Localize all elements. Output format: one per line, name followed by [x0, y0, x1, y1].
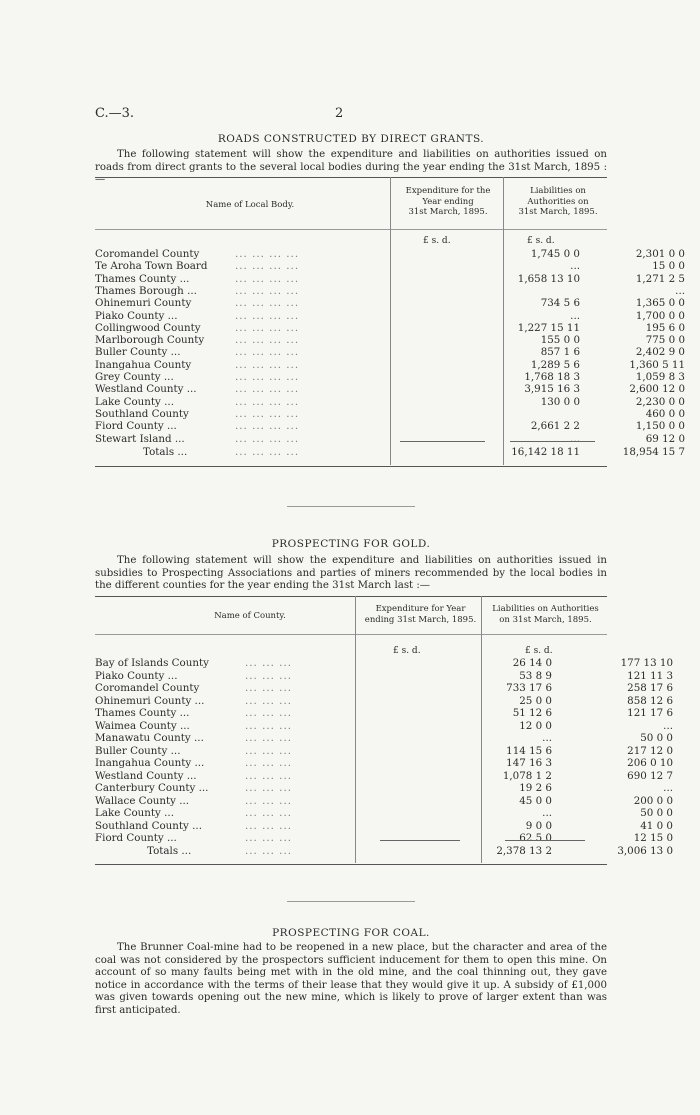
- row-name: Waimea County ...: [95, 719, 190, 732]
- table-row: Piako County ... ... ... ... ... ... 1,700 0 0: [95, 309, 685, 322]
- row-liabilities: ...: [675, 284, 685, 297]
- row-expenditure: 3,915 16 3: [524, 383, 580, 396]
- coal-body: [95, 942, 607, 1017]
- row-name: Thames Borough ...: [95, 284, 197, 297]
- table-row: Westland County ... ... ... ... 1,078 1 2 690 12 7: [95, 769, 673, 782]
- roads-totals-row: Totals ... ... ... ... ... 16,142 18 11 18,954 15 7: [143, 446, 685, 458]
- row-name: Inangahua County ...: [95, 757, 205, 769]
- row-liabilities: 12 15 0: [633, 832, 673, 844]
- row-name: Stewart Island ...: [95, 432, 185, 445]
- roads-total-liab: 18,954 15 7: [622, 446, 685, 458]
- row-name: Ohinemuri County ...: [95, 694, 205, 707]
- coal-title: PROSPECTING FOR COAL.: [272, 927, 430, 939]
- row-expenditure: 45 0 0: [519, 794, 552, 807]
- gold-col-name: Name of County.: [214, 611, 286, 621]
- row-liabilities: 258 17 6: [627, 682, 673, 694]
- section-divider-2: [287, 901, 415, 902]
- row-expenditure: 26 14 0: [512, 657, 552, 669]
- table-row: Southland County ... ... ... ... 460 0 0: [95, 407, 685, 420]
- roads-col-name: Name of Local Body.: [205, 200, 295, 210]
- table-row: Thames County ... ... ... ... 51 12 6 121 17 6: [95, 707, 673, 719]
- row-liabilities: 1,700 0 0: [635, 309, 685, 322]
- gold-head-rule: [95, 634, 607, 635]
- table-row: Lake County ... ... ... ... ... 130 0 0 2,230 0 0: [95, 395, 685, 408]
- row-liabilities: 1,271 2 5: [635, 272, 685, 285]
- row-liabilities: 195 6 0: [645, 321, 685, 334]
- row-expenditure: 857 1 6: [540, 346, 580, 359]
- row-expenditure: 147 16 3: [506, 757, 552, 769]
- roads-totals-label: Totals ...: [143, 446, 188, 458]
- row-name: Southland County: [95, 407, 189, 420]
- row-expenditure: ...: [570, 309, 580, 322]
- gold-col-liabilities: Liabilities on Authorities on 31st March, 1895.: [492, 604, 599, 625]
- gold-table-bottom-rule: [95, 864, 607, 865]
- gold-intro-text: The following statement will show the expenditure and liabilities on authorities issued in subsidies to Prospecting Associations and parties of miners recommended by the local bodies in the different counties for the year ending the 31st March last :—: [95, 555, 607, 591]
- gold-totals-row: Totals ... ... ... ... 2,378 13 2 3,006 13 0: [147, 845, 673, 857]
- row-name: Thames County ...: [95, 272, 190, 285]
- row-liabilities: ...: [663, 782, 673, 794]
- coal-body-text: The Brunner Coal-mine had to be reopened in a new place, but the character and area of the coal was not considered by the prospectors sufficient inducement for them to open this mine. On account of so many faults being met with in the old mine, and the coal thinning out, they gave notice in accordance with the terms of their lease that they would give it up. A subsidy of £1,000 was given towards opening out the new mine, which is likely to prove of larger extent than was first anticipated.: [95, 942, 607, 1016]
- table-row: Marlborough County ... ... ... ... 155 0 0 775 0 0: [95, 334, 685, 347]
- row-name: Collingwood County: [95, 321, 201, 334]
- row-expenditure: ...: [542, 732, 552, 744]
- row-liabilities: 1,150 0 0: [635, 420, 685, 433]
- row-expenditure: 155 0 0: [540, 334, 580, 347]
- table-row: Inangahua County ... ... ... ... 1,289 5 6 1,360 5 11: [95, 358, 685, 371]
- table-row: Lake County ... ... ... ... ... 50 0 0: [95, 807, 673, 819]
- row-name: Thames County ...: [95, 707, 190, 719]
- table-row: Wallace County ... ... ... ... 45 0 0 200 0 0: [95, 794, 673, 807]
- row-name: Inangahua County: [95, 358, 192, 371]
- table-row: Ohinemuri County ... ... ... ... 25 0 0 858 12 6: [95, 694, 673, 707]
- page-header: [95, 106, 607, 124]
- roads-exp-sum-rule: [400, 441, 485, 442]
- row-name: Lake County ...: [95, 395, 174, 408]
- table-row: Canterbury County ... ... ... ... 19 2 6 ...: [95, 782, 673, 794]
- row-expenditure: ...: [570, 260, 580, 273]
- roads-liab-sum-rule: [510, 441, 595, 442]
- roads-intro-text: The following statement will show the expenditure and liabilities on authorities issued on roads from direct grants to the several local bodies during the year ending the 31st March, 1895 :—: [95, 149, 607, 185]
- row-name: Fiord County ...: [95, 832, 177, 844]
- table-row: Piako County ... ... ... ... 53 8 9 121 11 3: [95, 669, 673, 682]
- row-liabilities: 2,402 9 0: [635, 346, 685, 359]
- row-name: Grey County ...: [95, 371, 174, 383]
- row-name: Piako County ...: [95, 309, 178, 322]
- roads-total-exp: 16,142 18 11: [511, 446, 580, 458]
- gold-table-top-rule: [95, 596, 607, 597]
- row-expenditure: 19 2 6: [519, 782, 552, 794]
- gold-col-expenditure: Expenditure for Year ending 31st March, 1895.: [364, 604, 477, 625]
- row-name: Manawatu County ...: [95, 732, 204, 744]
- roads-liab-units: £ s. d.: [527, 236, 555, 246]
- row-name: Buller County ...: [95, 744, 181, 757]
- table-row: Southland County ... ... ... ... 9 0 0 41 0 0: [95, 819, 673, 832]
- gold-intro: [95, 555, 607, 593]
- row-liabilities: 200 0 0: [633, 794, 673, 807]
- row-name: Wallace County ...: [95, 794, 190, 807]
- document-code: C.—3.: [95, 106, 135, 121]
- row-name: Ohinemuri County: [95, 297, 192, 310]
- row-liabilities: 15 0 0: [652, 260, 685, 273]
- row-name: Marlborough County: [95, 334, 205, 347]
- row-name: Lake County ...: [95, 807, 174, 819]
- row-expenditure: 62 5 0: [519, 832, 552, 844]
- table-row: Stewart Island ... ... ... ... ... ... 69 12 0: [95, 432, 685, 445]
- row-name: Bay of Islands County: [95, 657, 209, 669]
- table-row: Ohinemuri County ... ... ... ... 734 5 6 1,365 0 0: [95, 297, 685, 310]
- page-number: 2: [335, 106, 344, 121]
- row-liabilities: 460 0 0: [645, 407, 685, 420]
- row-liabilities: 69 12 0: [645, 432, 685, 445]
- row-name: Westland County ...: [95, 383, 197, 396]
- roads-intro: [95, 149, 607, 187]
- table-row: Coromandel County ... ... ... 733 17 6 258 17 6: [95, 682, 673, 694]
- gold-total-liab: 3,006 13 0: [617, 845, 673, 857]
- row-liabilities: 121 11 3: [627, 669, 673, 682]
- table-row: Grey County ... ... ... ... ... 1,768 18 3 1,059 8 3: [95, 371, 685, 383]
- roads-table-top-rule: [95, 177, 607, 178]
- row-name: Westland County ...: [95, 769, 197, 782]
- row-liabilities: 206 0 10: [627, 757, 673, 769]
- row-expenditure: 51 12 6: [512, 707, 552, 719]
- row-liabilities: 2,230 0 0: [635, 395, 685, 408]
- row-name: Canterbury County ...: [95, 782, 209, 794]
- row-liabilities: 50 0 0: [640, 732, 673, 744]
- row-expenditure: 1,227 15 11: [517, 321, 580, 334]
- row-liabilities: 1,360 5 11: [629, 358, 685, 371]
- row-liabilities: 1,365 0 0: [635, 297, 685, 310]
- row-name: Coromandel County: [95, 682, 200, 694]
- row-expenditure: 9 0 0: [525, 819, 552, 832]
- row-liabilities: 2,301 0 0: [635, 248, 685, 260]
- table-row: Buller County ... ... ... ... 114 15 6 217 12 0: [95, 744, 673, 757]
- row-liabilities: 217 12 0: [627, 744, 673, 757]
- row-liabilities: 41 0 0: [640, 819, 673, 832]
- table-row: Thames County ... ... ... ... ... 1,658 13 10 1,271 2 5: [95, 272, 685, 285]
- row-liabilities: 775 0 0: [645, 334, 685, 347]
- row-name: Fiord County ...: [95, 420, 177, 433]
- row-expenditure: 53 8 9: [519, 669, 552, 682]
- row-liabilities: ...: [663, 719, 673, 732]
- table-row: Collingwood County ... ... ... ... 1,227 15 11 195 6 0: [95, 321, 685, 334]
- section-divider-1: [287, 506, 415, 507]
- row-name: Southland County ...: [95, 819, 202, 832]
- row-expenditure: ...: [570, 432, 580, 445]
- table-row: Coromandel County ... ... ... ... 1,745 0 0 2,301 0 0: [95, 248, 685, 260]
- row-expenditure: 1,658 13 10: [517, 272, 580, 285]
- row-liabilities: 50 0 0: [640, 807, 673, 819]
- row-expenditure: 1,745 0 0: [530, 248, 580, 260]
- roads-col-expenditure: Expenditure for the Year ending 31st March, 1895.: [405, 186, 491, 217]
- row-name: Coromandel County: [95, 248, 200, 260]
- gold-exp-units: £ s. d.: [393, 646, 421, 656]
- roads-table-bottom-rule: [95, 466, 607, 467]
- roads-col-liabilities: Liabilities on Authorities on 31st March, 1895.: [518, 186, 598, 217]
- row-expenditure: 2,661 2 2: [530, 420, 580, 433]
- table-row: Buller County ... ... ... ... ... 857 1 6 2,402 9 0: [95, 346, 685, 359]
- gold-total-exp: 2,378 13 2: [496, 845, 552, 857]
- table-row: Fiord County ... ... ... ... 62 5 0 12 15 0: [95, 832, 673, 844]
- table-row: Westland County ... ... ... ... ... 3,915 16 3 2,600 12 0: [95, 383, 685, 396]
- row-expenditure: 130 0 0: [540, 395, 580, 408]
- table-row: Manawatu County ... ... ... ... ... 50 0 0: [95, 732, 673, 744]
- row-liabilities: 690 12 7: [627, 769, 673, 782]
- row-expenditure: 734 5 6: [540, 297, 580, 310]
- row-name: Buller County ...: [95, 346, 181, 359]
- table-row: Fiord County ... ... ... ... ... 2,661 2 2 1,150 0 0: [95, 420, 685, 433]
- row-name: Te Aroha Town Board: [95, 260, 208, 273]
- row-expenditure: 1,078 1 2: [502, 769, 552, 782]
- row-liabilities: 2,600 12 0: [629, 383, 685, 396]
- table-row: Waimea County ... ... ... ... 12 0 0 ...: [95, 719, 673, 732]
- row-expenditure: ...: [542, 807, 552, 819]
- table-row: Inangahua County ... ... ... ... 147 16 3 206 0 10: [95, 757, 673, 769]
- roads-head-rule: [95, 229, 607, 230]
- row-liabilities: 858 12 6: [627, 694, 673, 707]
- table-row: Te Aroha Town Board ... ... ... ... ... 15 0 0: [95, 260, 685, 273]
- row-liabilities: 177 13 10: [620, 657, 673, 669]
- row-expenditure: 1,289 5 6: [530, 358, 580, 371]
- row-expenditure: 25 0 0: [519, 694, 552, 707]
- table-row: Bay of Islands County ... ... ... 26 14 0 177 13 10: [95, 657, 673, 669]
- row-liabilities: 1,059 8 3: [635, 371, 685, 383]
- row-expenditure: 12 0 0: [519, 719, 552, 732]
- table-row: Thames Borough ... ... ... ... ... ...: [95, 284, 685, 297]
- gold-liab-sum-rule: [505, 840, 585, 841]
- gold-totals-label: Totals ...: [147, 845, 192, 857]
- row-expenditure: 1,768 18 3: [524, 371, 580, 383]
- row-name: Piako County ...: [95, 669, 178, 682]
- row-expenditure: 114 15 6: [506, 744, 552, 757]
- row-liabilities: 121 17 6: [627, 707, 673, 719]
- gold-liab-units: £ s. d.: [525, 646, 553, 656]
- row-expenditure: 733 17 6: [506, 682, 552, 694]
- roads-title: ROADS CONSTRUCTED BY DIRECT GRANTS.: [217, 133, 485, 145]
- gold-exp-sum-rule: [380, 840, 460, 841]
- roads-exp-units: £ s. d.: [423, 236, 451, 246]
- gold-title: PROSPECTING FOR GOLD.: [271, 538, 431, 550]
